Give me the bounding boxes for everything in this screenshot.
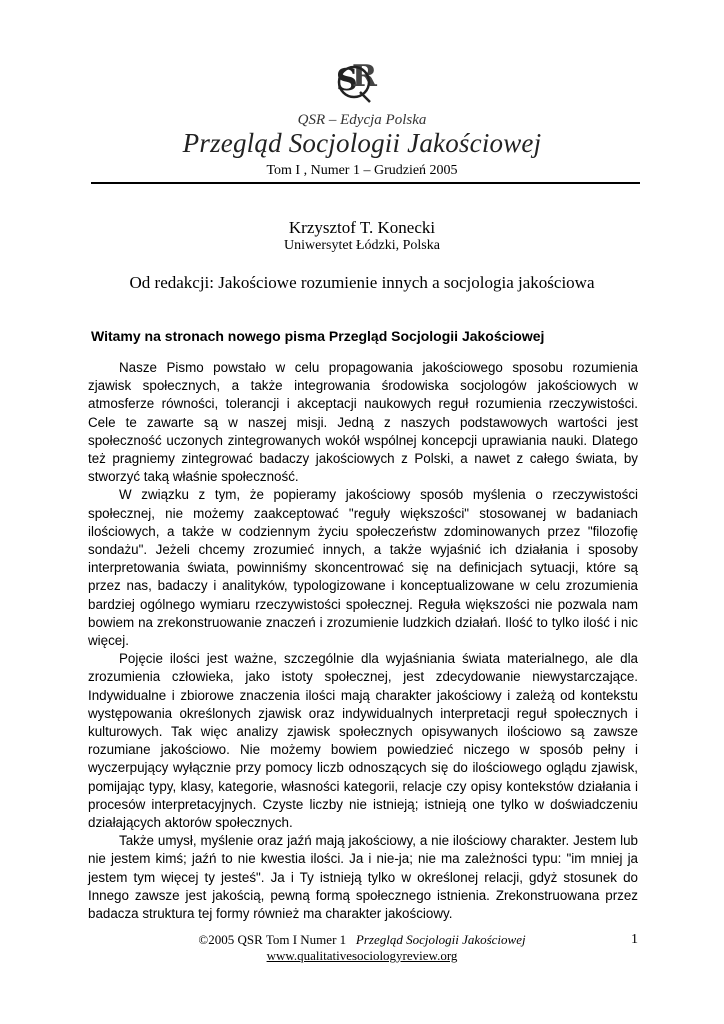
article-body (88, 359, 638, 923)
issue-info: Tom I , Numer 1 – Grudzień 2005 (266, 163, 458, 178)
paragraph-1: Nasze Pismo powstało w celu propagowania jakościowego sposobu rozumienia zjawisk społecznych, a także integrowania środowiska socjologów jakościowych w atmosferze równości, tolerancji i akceptacji naukowych reguł rozumienia rzeczywistości. Cele te zawarte są w naszej misji. Jedną z naszych podstawowych wartości jest społeczność uczonych zintegrowanych wokół wspólnej koncepcji uprawiania nauki. Dlatego też pragniemy zintegrować badaczy jakościowych z Polski, a nawet z całego świata, by stworzyć taką właśnie społeczność. (88, 360, 638, 485)
author-affiliation: Uniwersytet Łódzki, Polska (284, 238, 440, 253)
paragraph-3: Pojęcie ilości jest ważne, szczególnie dla wyjaśniania świata materialnego, ale dla zrozumienia człowieka, jako istoty społecznej, jest zdecydowanie niewystarczające. Indywidualne i zbiorowe znaczenia ilości mają charakter jakościowy i zależą od kontekstu występowania określonych zjawisk oraz indywidualnych interpretacji reguł społecznych i kulturowych. Tak więc analizy zjawisk społecznych opisywanych ilościowo są zawsze rozumiane jakościowo. Nie możemy bowiem powiedzieć niczego w sposób pełny i wyczerpujący wyłącznie przy pomocy liczb odnoszących się do ilościowego oglądu zjawisk, pomijając typy, klasy, kategorie, własności kategorii, relacje czy opisy kontekstów działania i procesów interpretacyjnych. Czyste liczby nie istnieją; istnieją one tylko w doświadczeniu działających aktorów społecznych. (88, 651, 638, 831)
section-heading: Witamy na stronach nowego pisma Przegląd Socjologii Jakościowej (91, 328, 545, 344)
footer-url-link[interactable]: www.qualitativesociologyreview.org (266, 948, 458, 963)
footer-citation (0, 932, 724, 948)
header-divider (91, 182, 640, 184)
author-name: Krzysztof T. Konecki (288, 218, 436, 237)
qsr-logo (330, 56, 394, 104)
paragraph-2: W związku z tym, że popieramy jakościowy sposób myślenia o rzeczywistości społecznej, nie możemy zaakceptować "reguły większości" stosowanej w badaniach ilościowych, a także w codziennym życiu społeczeństw zdominowanych przez "filozofię sondażu". Jeżeli chcemy zrozumieć innych, a także wyjaśnić ich działania i sposoby interpretowania świata, powinniśmy skoncentrować się na definicjach sytuacji, które są przez nas, badaczy i analityków, typologizowane i konceptualizowane w celu zrozumienia bardziej ogólnego wymiaru rzeczywistości społecznej. Reguła większości nie pozwala nam bowiem na zrekonstruowanie znaczeń i zrozumienie ludzkich działań. Ilość to tylko ilość i nic więcej. (88, 487, 638, 649)
edition-label: QSR – Edycja Polska (297, 112, 427, 128)
journal-title: Przegląd Socjologii Jakościowej (182, 128, 542, 158)
svg-text:S: S (336, 63, 358, 98)
footer-journal: Przegląd Socjologii Jakościowej (355, 932, 526, 947)
qsr-logo-graphic (330, 56, 394, 104)
footer-copyright: ©2005 QSR Tom I Numer 1 (198, 932, 347, 947)
article-title: Od redakcji: Jakościowe rozumienie innych a socjologia jakościowa (129, 273, 595, 292)
page-number: 1 (631, 932, 638, 947)
svg-text:R: R (352, 59, 377, 94)
paragraph-4: Także umysł, myślenie oraz jaźń mają jakościowy, a nie ilościowy charakter. Jestem lub nie jestem kimś; jaźń to nie kwestia ilości. Ja i nie-ja; nie ma zależności typu: "im mniej ja jestem tym więcej ty jesteś". Ja i Ty istnieją tylko w określonej relacji, gdyż stosunek do Innego zawsze jest jakością, pewną formą społecznego istnienia. Zrekonstruowana przez badacza struktura tej formy również ma charakter jakościowy. (88, 833, 638, 922)
